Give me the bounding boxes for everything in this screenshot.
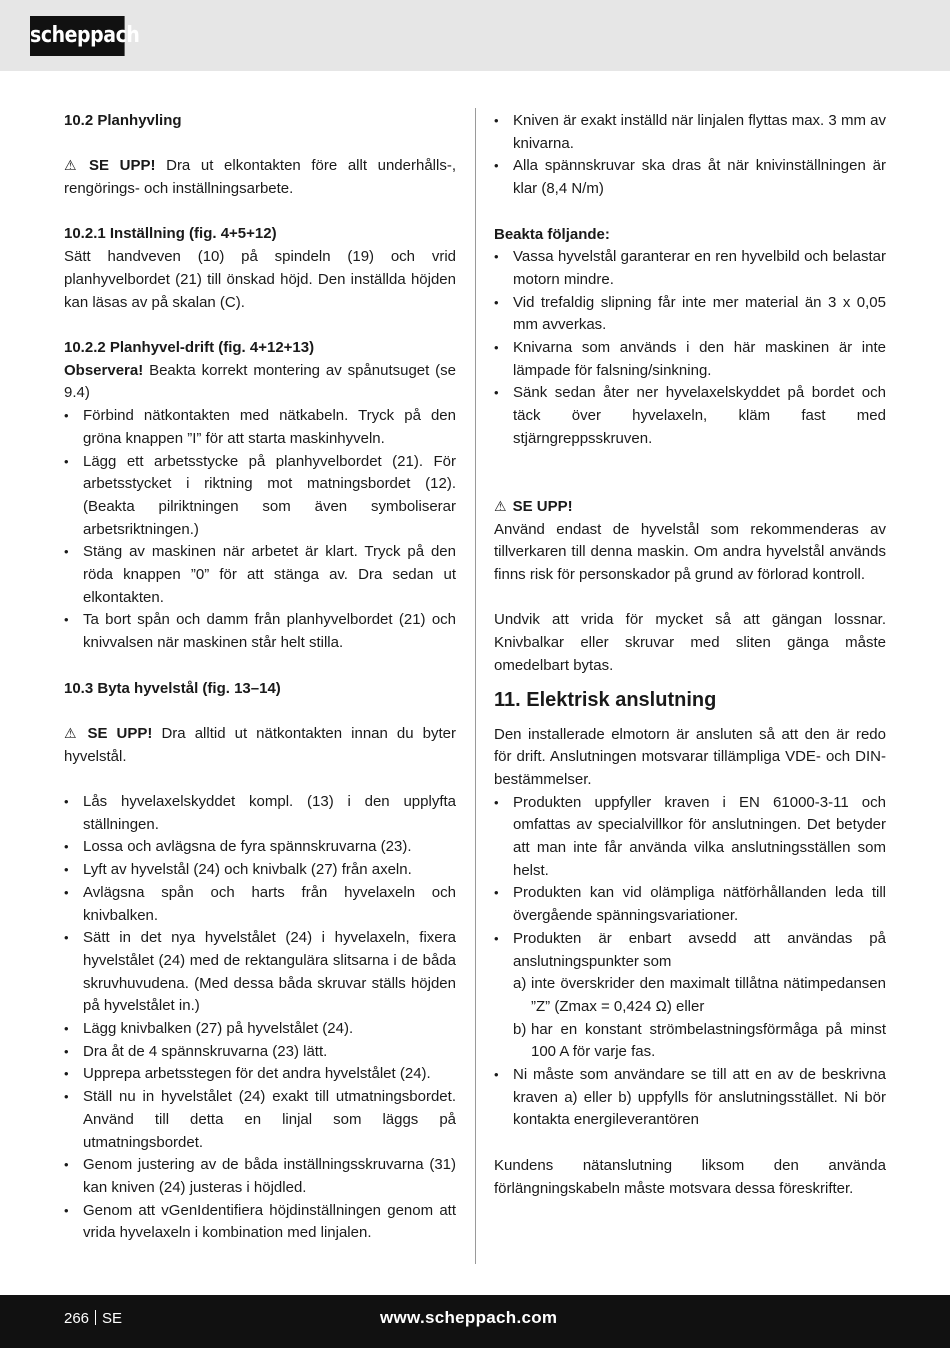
list-item: • Lägg ett arbetsstycke på planhyvelbordet (21). För arbetsstycket i riktning mot matningsbordet (12). (Beakta pilriktningen som även symboliserar arbetsriktningen.)	[64, 451, 456, 542]
list-item: • Dra åt de 4 spännskruvarna (23) lätt.	[64, 1041, 456, 1064]
electrical-list	[494, 792, 886, 974]
list-item: • Vassa hyvelstål garanterar en ren hyvelbild och belastar motorn mindre.	[494, 246, 886, 291]
list-item: • Lägg knivbalken (27) på hyvelstålet (24).	[64, 1018, 456, 1041]
warning-triangle-icon: ⚠	[494, 498, 507, 515]
list-item: • Ta bort spån och damm från planhyvelbordet (21) och knivvalsen när maskinen står helt stilla.	[64, 609, 456, 654]
list-item: • Sätt in det nya hyvelstålet (24) i hyvelaxeln, fixera hyvelstålet (24) med de rektangulära slitsarna i de båda skruvhuvudena. (Med dessa båda skruvar ställs höjden på hyvelstålet in.)	[64, 927, 456, 1018]
list-item: • Avlägsna spån och harts från hyvelaxeln och knivbalken.	[64, 882, 456, 927]
list-item: • Förbind nätkontakten med nätkabeln. Tryck på den gröna knappen ”I” för att starta maskinhyveln.	[64, 405, 456, 450]
paragraph-kundens: Kundens nätanslutning liksom den använda förlängningskabeln måste motsvara dessa föreskrifter.	[494, 1156, 886, 1197]
warning-recommended-blades: Använd endast de hyvelstål som rekommenderas av tillverkaren till denna maskin. Om andra hyvelstål används finns risk för personskador på grund av förlorad kontroll.	[494, 520, 886, 584]
left-column	[64, 110, 456, 1245]
byta-list	[64, 791, 456, 1245]
warning-unplug: ⚠ SE UPP! Dra alltid ut nätkontakten innan du byter hyvelstål.	[64, 724, 457, 765]
list-item: • Knivarna som används i den här maskinen är inte lämpade för falsning/sinkning.	[494, 337, 886, 382]
beakta-list	[494, 246, 886, 450]
drift-list	[64, 405, 456, 655]
column-divider	[475, 108, 476, 1264]
warning-maintenance: ⚠ SE UPP! Dra ut elkontakten före allt underhålls-, rengörings- och inställningsarbete.	[64, 157, 457, 198]
electrical-list-cont	[494, 1064, 886, 1132]
page-footer	[0, 1295, 950, 1348]
scheppach-logo: scheppach	[30, 16, 125, 56]
sub-item-b: b) har en konstant strömbelastningsförmåga på minst 100 A för varje fas.	[513, 1020, 886, 1061]
section-11-title: 11. Elektrisk anslutning	[494, 688, 717, 711]
heading-10-2-2: 10.2.2 Planhyvel-drift (fig. 4+12+13)	[64, 338, 315, 356]
page-header	[0, 0, 950, 71]
list-item: • Produkten kan vid olämpliga nätförhållanden leda till övergående spänningsvariationer.	[494, 882, 886, 927]
paragraph-installning: Sätt handveven (10) på spindeln (19) och vrid planhyvelbordet (21) till önskad höjd. Den inställda höjden kan läsas av på skalan (C).	[64, 248, 456, 311]
list-item: • Ställ nu in hyvelstålet (24) exakt till utmatningsbordet. Använd till detta en linjal som läggs på utmatningsbordet.	[64, 1086, 456, 1154]
list-item: • Lyft av hyvelstål (24) och knivbalk (27) från axeln.	[64, 859, 456, 882]
knife-check-list	[494, 110, 886, 201]
observera-note: Observera! Beakta korrekt montering av spånutsuget (se 9.4)	[64, 361, 456, 402]
paragraph-el-intro: Den installerade elmotorn är ansluten så att den är redo för drift. Anslutningen motsvarar tillämpliga VDE- och DIN-bestämmelser.	[494, 725, 886, 788]
list-item: • Produkten är enbart avsedd att användas på anslutningspunkter som	[494, 928, 886, 973]
list-item: • Ni måste som användare se till att en av de beskrivna kraven a) eller b) uppfylls för anslutningsstället. Ni bör kontakta energileverantören	[494, 1064, 886, 1132]
heading-10-2: 10.2 Planhyvling	[64, 112, 182, 129]
right-column	[494, 110, 886, 1200]
warning-triangle-icon: ⚠	[64, 158, 84, 175]
list-item: • Stäng av maskinen när arbetet är klart. Tryck på den röda knappen ”0” för att stänga av. Dra sedan ut elkontakten.	[64, 541, 456, 609]
list-item: • Sänk sedan åter ner hyvelaxelskyddet på bordet och täck över hyvelaxeln, kläm fast med stjärngreppsskruven.	[494, 382, 886, 450]
warning-heading: ⚠ SE UPP!	[494, 497, 573, 515]
list-item: • Vid trefaldig slipning får inte mer material än 3 x 0,05 mm avverkas.	[494, 292, 886, 337]
list-item: • Alla spännskruvar ska dras åt när knivinställningen är klar (8,4 N/m)	[494, 155, 886, 200]
paragraph-undvik: Undvik att vrida för mycket så att gängan lossnar. Knivbalkar eller skruvar med sliten gänga måste omedelbart bytas.	[494, 611, 886, 674]
sub-item-a: a) inte överskrider den maximalt tillåtna nätimpedansen ”Z” (Zmax = 0,424 Ω) eller	[513, 975, 886, 1015]
page-number: 266 SE	[64, 1310, 123, 1327]
list-item: • Genom att vGenIdentifiera höjdinställningen genom att vrida hyvelaxeln i kombination med linjalen.	[64, 1200, 456, 1245]
list-item: • Lossa och avlägsna de fyra spännskruvarna (23).	[64, 836, 456, 859]
sub-list	[494, 973, 886, 1064]
heading-10-2-1: 10.2.1 Inställning (fig. 4+5+12)	[64, 225, 277, 243]
warning-triangle-icon: ⚠	[64, 725, 82, 742]
website-url: www.scheppach.com	[380, 1308, 558, 1327]
list-item: • Lås hyvelaxelskyddet kompl. (13) i den upplyfta ställningen.	[64, 791, 456, 836]
heading-beakta: Beakta följande:	[494, 225, 610, 243]
list-item: • Genom justering av de båda inställningsskruvarna (31) kan kniven (24) justeras i höjdled.	[64, 1154, 456, 1199]
list-item: • Upprepa arbetsstegen för det andra hyvelstålet (24).	[64, 1063, 456, 1086]
heading-10-3: 10.3 Byta hyvelstål (fig. 13–14)	[64, 679, 281, 697]
list-item: • Produkten uppfyller kraven i EN 61000-3-11 och omfattas av specialvillkor för anslutningen. Det betyder att man inte får använda vilka anslutningsställen som helst.	[494, 792, 886, 883]
list-item: • Kniven är exakt inställd när linjalen flyttas max. 3 mm av knivarna.	[494, 110, 886, 155]
